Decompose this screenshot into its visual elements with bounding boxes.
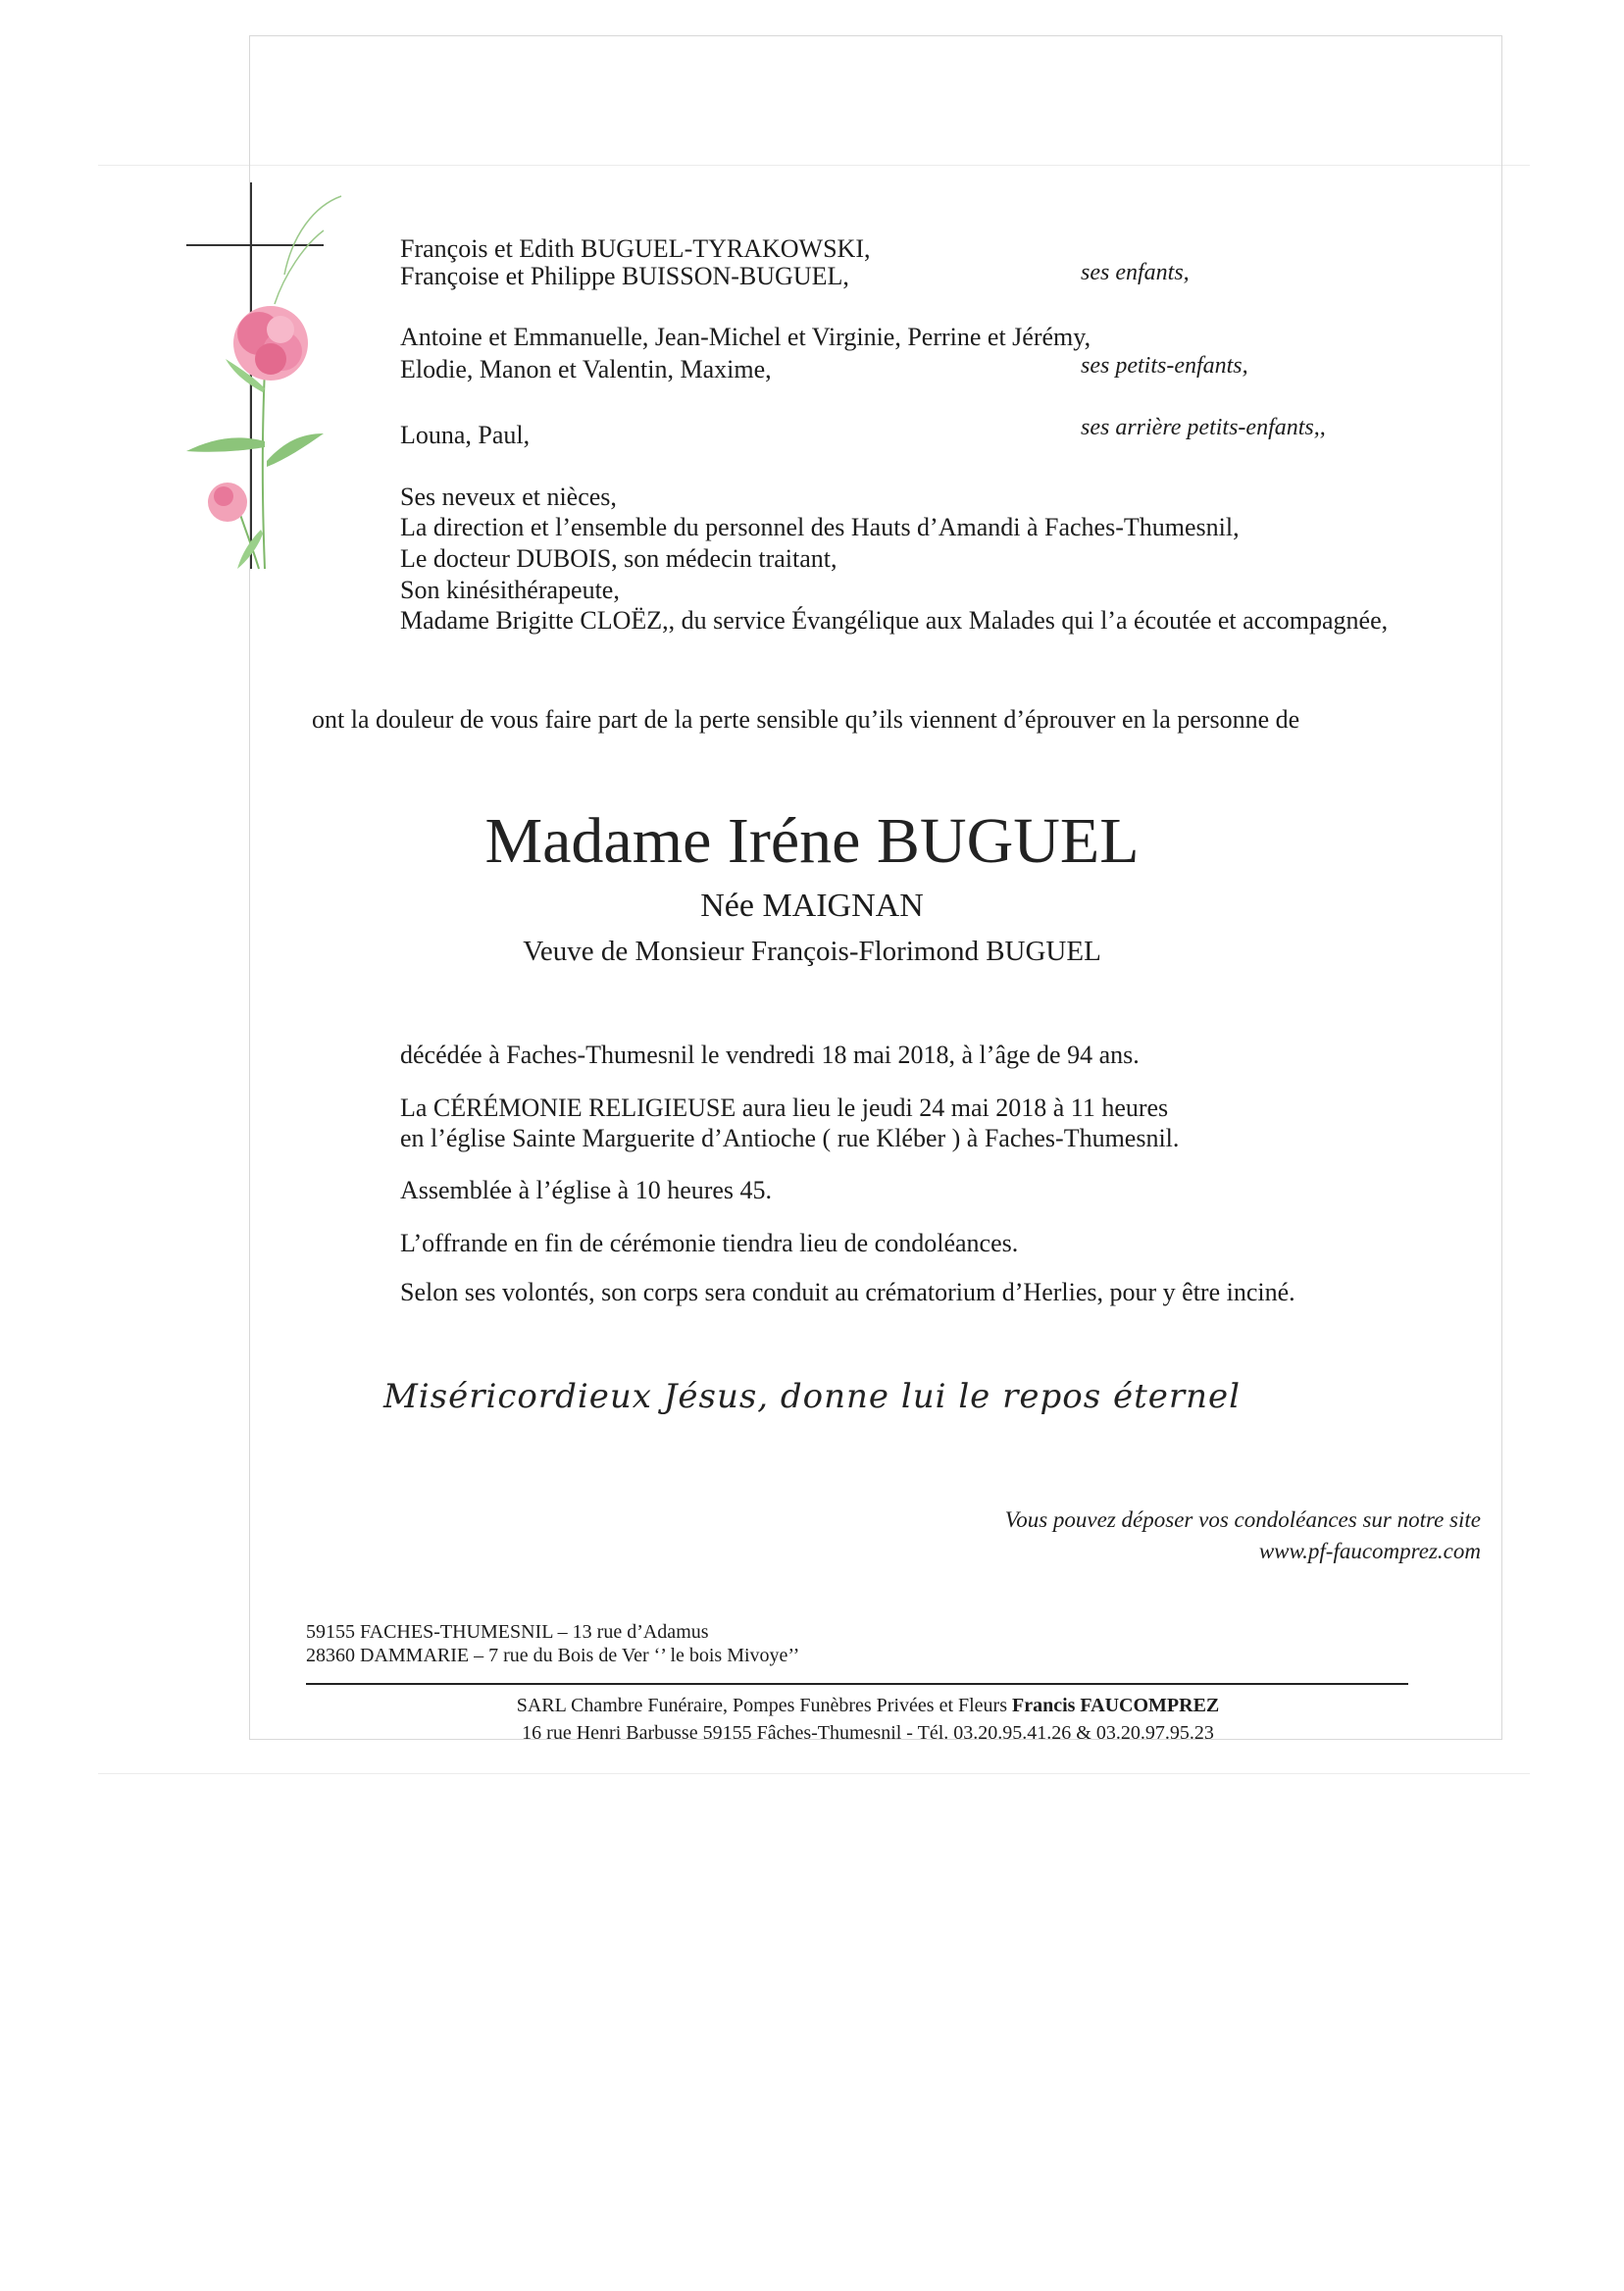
ceremony-line-1: La CÉRÉMONIE RELIGIEUSE aura lieu le jeudi 24 mai 2018 à 11 heures [400,1094,1169,1122]
others-line-5: Madame Brigitte CLOËZ,, du service Évangélique aux Malades qui l’a écoutée et accompagnée, [400,606,1389,635]
footer-contact: 16 rue Henri Barbusse 59155 Fâches-Thumesnil - Tél. 03.20.95.41.26 & 03.20.97.95.23 [522,1722,1214,1744]
grandchildren-line-2: Elodie, Manon et Valentin, Maxime, [400,355,772,383]
condolences-website-link[interactable]: www.pf-faucomprez.com [1258,1539,1481,1563]
prayer-text: Miséricordieux Jésus, donne lui le repos éternel [382,1377,1242,1416]
great-grandchildren-role: ses arrière petits-enfants,, [1081,415,1326,440]
children-line-1: François et Edith BUGUEL-TYRAKOWSKI, [400,234,871,263]
footer-company-prefix: SARL Chambre Funéraire, Pompes Funèbres Privées et Fleurs [516,1695,1012,1716]
footer-company-name: Francis FAUCOMPREZ [1012,1695,1220,1716]
address-dammarie: 28360 DAMMARIE – 7 rue du Bois de Ver ‘’ le bois Mivoye’’ [306,1645,800,1666]
others-line-1: Ses neveux et nièces, [400,483,617,511]
great-grandchildren-line-1: Louna, Paul, [400,421,531,449]
grandchildren-line-1: Antoine et Emmanuelle, Jean-Michel et Virginie, Perrine et Jérémy, [400,323,1091,351]
footer-company [0,1693,1624,1718]
death-details: décédée à Faches-Thumesnil le vendredi 18 mai 2018, à l’âge de 94 ans. [400,1041,1140,1069]
footer-divider [306,1683,1408,1685]
condolences-line: Vous pouvez déposer vos condoléances sur notre site [1004,1507,1481,1532]
children-line-2: Françoise et Philippe BUISSON-BUGUEL, [400,262,849,290]
announcement-text: ont la douleur de vous faire part de la perte sensible qu’ils viennent d’éprouver en la personne de [312,705,1300,734]
others-line-2: La direction et l’ensemble du personnel des Hauts d’Amandi à Faches-Thumesnil, [400,513,1240,541]
others-line-3: Le docteur DUBOIS, son médecin traitant, [400,544,837,573]
children-role: ses enfants, [1081,260,1190,285]
assembly-details: Assemblée à l’église à 10 heures 45. [400,1176,773,1204]
deceased-name: Madame Iréne BUGUEL [484,805,1140,877]
deceased-widow-of: Veuve de Monsieur François-Florimond BUGUEL [523,936,1101,967]
grandchildren-role: ses petits-enfants, [1081,353,1248,379]
cross-with-flowers-decoration [177,177,353,588]
address-faches: 59155 FACHES-THUMESNIL – 13 rue d’Adamus [306,1621,709,1643]
deceased-birth-name: Née MAIGNAN [700,888,924,924]
ceremony-line-2: en l’église Sainte Marguerite d’Antioche ( rue Kléber ) à Faches-Thumesnil. [400,1124,1180,1152]
others-line-4: Son kinésithérapeute, [400,576,620,604]
carnation-flower-icon [186,196,341,569]
cremation-details: Selon ses volontés, son corps sera conduit au crématorium d’Herlies, pour y être inciné. [400,1278,1295,1306]
offering-details: L’offrande en fin de cérémonie tiendra lieu de condoléances. [400,1229,1019,1257]
